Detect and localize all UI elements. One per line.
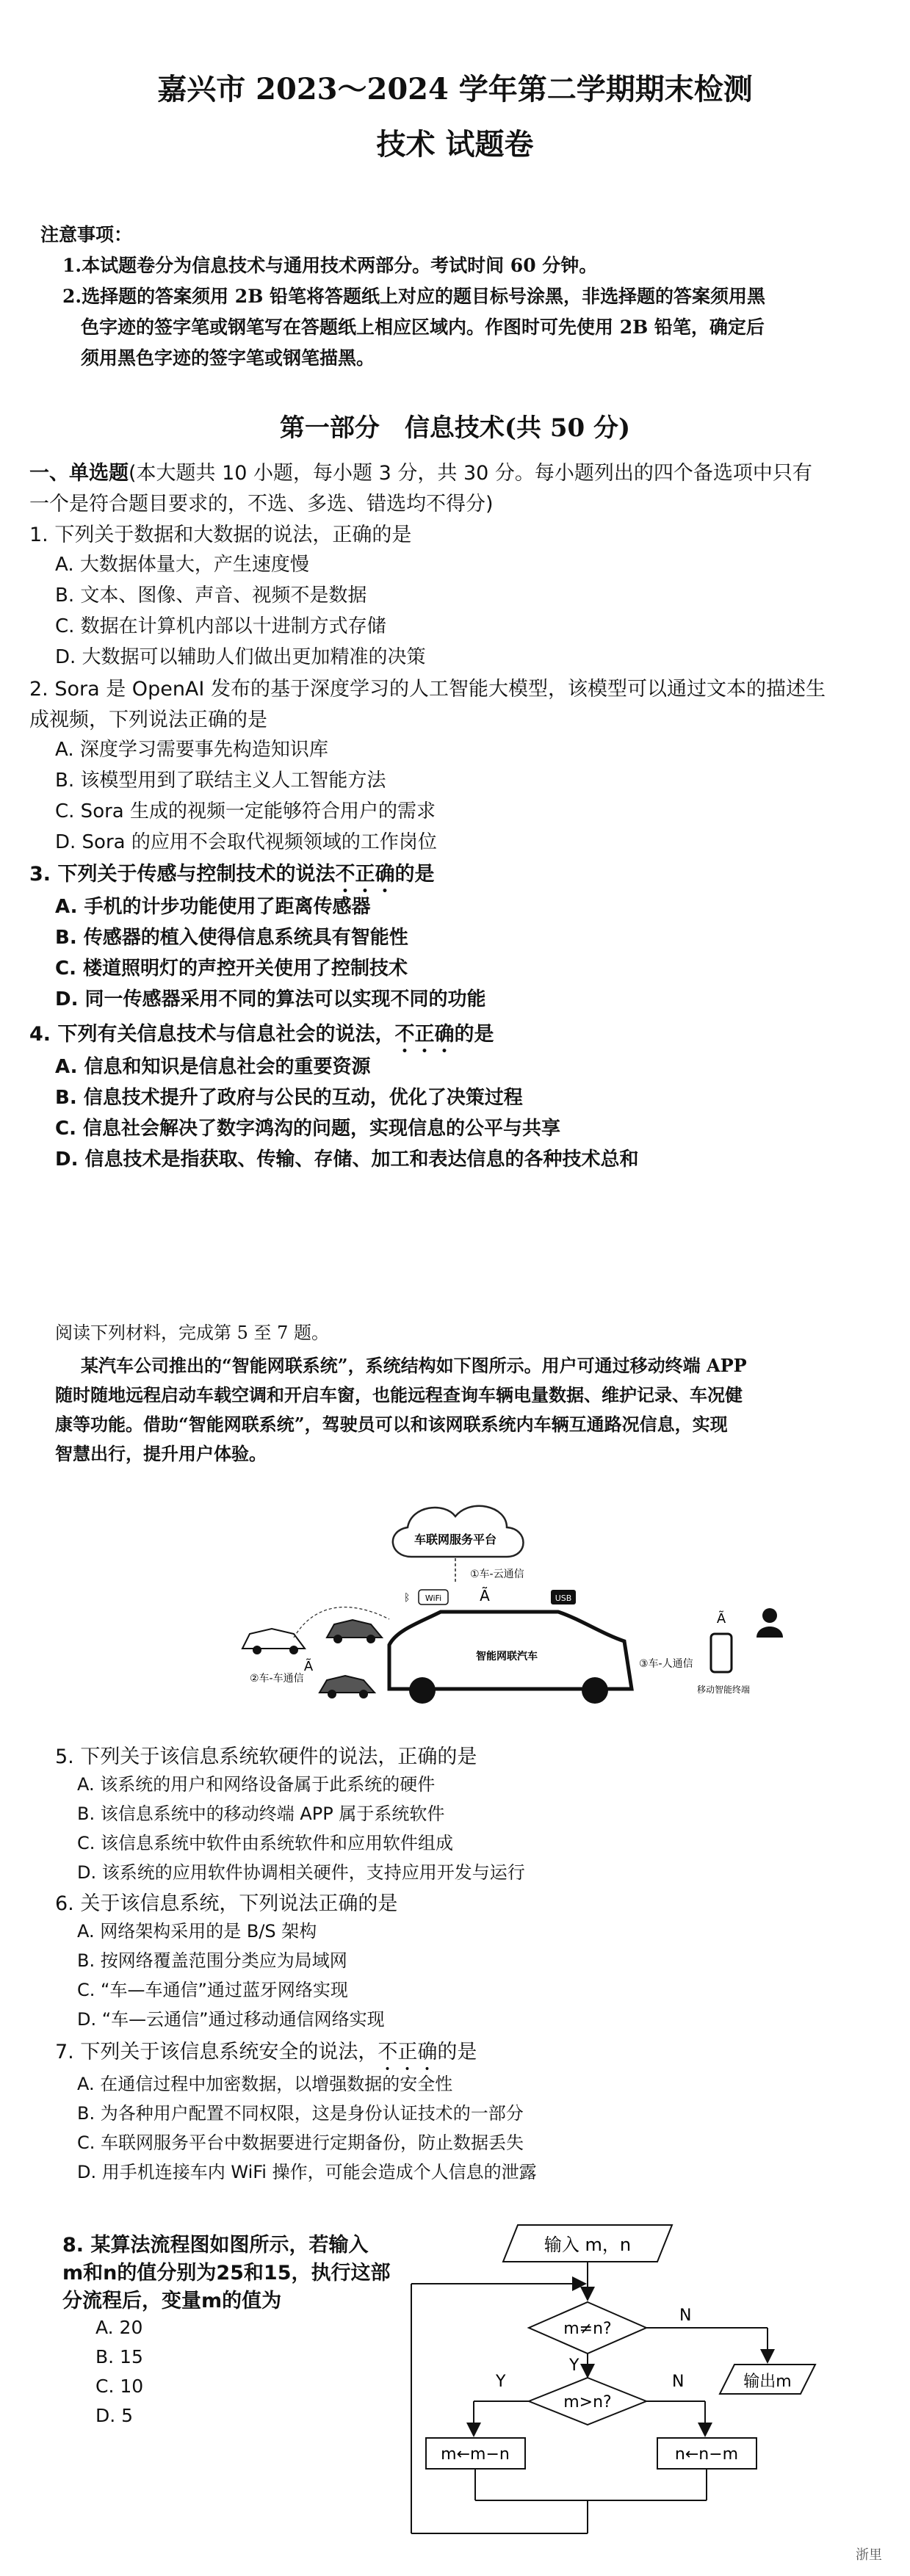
cloud-icon — [393, 1506, 524, 1557]
reading-line-3: 康等功能。借助“智能网联系统”，驾驶员可以和该网联系统内车辆互通路况信息，实现 — [55, 1414, 728, 1435]
reading-line-4: 智慧出行，提升用户体验。 — [55, 1443, 267, 1464]
q1-stem: 1. 下列关于数据和大数据的说法，正确的是 — [29, 524, 412, 546]
q7-stem-pre: 7. 下列关于该信息系统安全的说法， — [55, 2041, 378, 2063]
q8-option-a: A. 20 — [95, 2317, 143, 2338]
q2-option-d: D. Sora 的应用不会取代视频领域的工作岗位 — [55, 831, 437, 853]
q7-option-a: A. 在通信过程中加密数据，以增强数据的安全性 — [77, 2074, 453, 2094]
q8-stem-line1: 8. 某算法流程图如图所示，若输入 — [62, 2234, 369, 2257]
q6-option-b: B. 按网络覆盖范围分类应为局域网 — [77, 1950, 347, 1971]
flow-assign1-label: m←m−n — [441, 2445, 510, 2464]
flow-output-label: 输出m — [743, 2373, 792, 2391]
reading-line-2: 随时随地远程启动车载空调和开启车窗，也能远程查询车辆电量数据、维护记录、车况健 — [55, 1384, 743, 1405]
q8-stem-line3: 分流程后，变量m的值为 — [62, 2290, 282, 2312]
reading-line-1: 某汽车公司推出的“智能网联系统”，系统结构如下图所示。用户可通过移动终端 APP — [81, 1355, 747, 1376]
q6-option-d: D. “车—云通信”通过移动通信网络实现 — [77, 2009, 385, 2030]
link-car-cloud-label: ①车-云通信 — [470, 1569, 524, 1580]
notice-line-3: 色字迹的签字笔或钢笔写在答题纸上相应区域内。作图时可先使用 2B 铅笔，确定后 — [81, 316, 765, 338]
q7-stem-post: 的是 — [437, 2041, 477, 2063]
q3-option-b: B. 传感器的植入使得信息系统具有智能性 — [55, 927, 408, 949]
q7-option-b: B. 为各种用户配置不同权限，这是身份认证技术的一部分 — [77, 2103, 524, 2124]
q7-option-c: C. 车联网服务平台中数据要进行定期备份，防止数据丢失 — [77, 2132, 524, 2153]
section-intro-line2: 一个是符合题目要求的，不选、多选、错选均不得分) — [29, 493, 494, 515]
phone-antenna-icon: Ã — [716, 1611, 726, 1627]
q7-stem-emphasis: 不正确 — [378, 2041, 438, 2063]
flow-cond2-no: N — [672, 2373, 685, 2391]
flow-cond2-yes: Y — [496, 2373, 506, 2391]
exam-title: 嘉兴市 2023～2024 学年第二学期期末检测 — [157, 72, 753, 106]
flow-cond1-yes: Y — [569, 2356, 579, 2375]
part1-title: 第一部分 信息技术(共 50 分) — [279, 413, 631, 443]
phone-label: 移动智能终端 — [696, 1685, 751, 1695]
section-desc: (本大题共 10 小题，每小题 3 分，共 30 分。每小题列出的四个备选项中只有 — [129, 462, 812, 485]
q4-stem-emphasis: 不正确 — [394, 1023, 455, 1046]
q8-stem-line2: m和n的值分别为25和15，执行这部 — [62, 2262, 391, 2284]
antenna-icon: Ã — [480, 1587, 490, 1604]
exam-subtitle: 技术 试题卷 — [376, 127, 534, 162]
q5-option-b: B. 该信息系统中的移动终端 APP 属于系统软件 — [77, 1803, 445, 1824]
q5-option-d: D. 该系统的应用软件协调相关硬件，支持应用开发与运行 — [77, 1862, 525, 1883]
q3-stem-post: 的是 — [394, 863, 435, 886]
flow-cond1-no: N — [679, 2307, 692, 2325]
section-label: 一、单选题 — [29, 462, 129, 485]
v2v-antenna-icon: Ã — [303, 1659, 314, 1674]
phone-icon — [711, 1634, 732, 1672]
notice-line-4: 须用黑色字迹的签字笔或钢笔描黑。 — [81, 347, 375, 369]
q2-option-a: A. 深度学习需要事先构造知识库 — [55, 739, 328, 761]
q5-option-a: A. 该系统的用户和网络设备属于此系统的硬件 — [77, 1774, 436, 1795]
link-car-person-label: ③车-人通信 — [639, 1658, 693, 1670]
small-car-icon-1 — [242, 1629, 305, 1654]
q8-option-c: C. 10 — [95, 2376, 144, 2397]
notice-line-2: 2.选择题的答案须用 2B 铅笔将答题纸上对应的题目标号涂黑，非选择题的答案须用黑 — [62, 286, 766, 307]
flow-cond2-label: m>n? — [563, 2393, 612, 2412]
q5-option-c: C. 该信息系统中软件由系统软件和应用软件组成 — [77, 1833, 454, 1853]
q3-stem-pre: 3. 下列关于传感与控制技术的说法 — [29, 863, 336, 886]
q4-option-b: B. 信息技术提升了政府与公民的互动，优化了决策过程 — [55, 1087, 523, 1109]
q3-stem-emphasis: 不正确 — [335, 863, 395, 886]
footer-watermark: 浙里 — [856, 2547, 882, 2563]
q1-option-d: D. 大数据可以辅助人们做出更加精准的决策 — [55, 646, 426, 668]
car-label: 智能网联汽车 — [476, 1651, 538, 1663]
q2-option-b: B. 该模型用到了联结主义人工智能方法 — [55, 770, 386, 792]
q4-option-a: A. 信息和知识是信息社会的重要资源 — [55, 1056, 371, 1078]
usb-label: USB — [555, 1593, 572, 1603]
q1-option-c: C. 数据在计算机内部以十进制方式存储 — [55, 615, 386, 637]
cloud-label: 车联网服务平台 — [414, 1533, 497, 1546]
q1-option-a: A. 大数据体量大，产生速度慢 — [55, 554, 309, 576]
algorithm-flowchart — [404, 2210, 903, 2555]
q8-option-b: B. 15 — [95, 2346, 143, 2367]
small-car-icon-3 — [319, 1676, 375, 1698]
person-icon — [756, 1608, 783, 1638]
q6-stem: 6. 关于该信息系统，下列说法正确的是 — [55, 1892, 398, 1915]
reading-intro: 阅读下列材料，完成第 5 至 7 题。 — [55, 1323, 330, 1343]
small-car-icon-2 — [327, 1620, 382, 1643]
q3-option-a: A. 手机的计步功能使用了距离传感器 — [55, 896, 371, 918]
q2-stem-line1: 2. Sora 是 OpenAI 发布的基于深度学习的人工智能大模型，该模型可以通过文本的描述生 — [29, 678, 826, 701]
q2-stem-line2: 成视频，下列说法正确的是 — [29, 709, 267, 731]
q3-option-c: C. 楼道照明灯的声控开关使用了控制技术 — [55, 958, 408, 980]
section-intro-line1 — [29, 457, 812, 485]
q1-option-b: B. 文本、图像、声音、视频不是数据 — [55, 585, 367, 607]
link-car-car-label: ②车-车通信 — [250, 1673, 304, 1685]
q2-option-c: C. Sora 生成的视频一定能够符合用户的需求 — [55, 800, 436, 822]
q4-option-d: D. 信息技术是指获取、传输、存储、加工和表达信息的各种技术总和 — [55, 1148, 639, 1171]
bluetooth-icon: ᛒ — [404, 1592, 411, 1604]
wifi-label: WiFi — [425, 1593, 442, 1603]
notice-line-1: 1.本试题卷分为信息技术与通用技术两部分。考试时间 60 分钟。 — [62, 255, 598, 276]
q8-option-d: D. 5 — [95, 2405, 134, 2426]
q3-option-d: D. 同一传感器采用不同的算法可以实现不同的功能 — [55, 988, 486, 1010]
q4-stem-post: 的是 — [454, 1023, 494, 1046]
q4-stem-pre: 4. 下列有关信息技术与信息社会的说法， — [29, 1023, 395, 1046]
flow-cond1-label: m≠n? — [563, 2320, 612, 2338]
flow-input-label: 输入 m，n — [544, 2235, 632, 2255]
q6-option-a: A. 网络架构采用的是 B/S 架构 — [77, 1921, 317, 1942]
q5-stem: 5. 下列关于该信息系统软硬件的说法，正确的是 — [55, 1745, 477, 1768]
connected-car-diagram — [0, 1491, 910, 1726]
notice-heading: 注意事项： — [40, 224, 133, 245]
q4-option-c: C. 信息社会解决了数字鸿沟的问题，实现信息的公平与共享 — [55, 1118, 561, 1140]
q7-option-d: D. 用手机连接车内 WiFi 操作，可能会造成个人信息的泄露 — [77, 2162, 537, 2182]
flow-assign2-label: n←n−m — [674, 2445, 739, 2464]
q6-option-c: C. “车—车通信”通过蓝牙网络实现 — [77, 1980, 348, 2000]
